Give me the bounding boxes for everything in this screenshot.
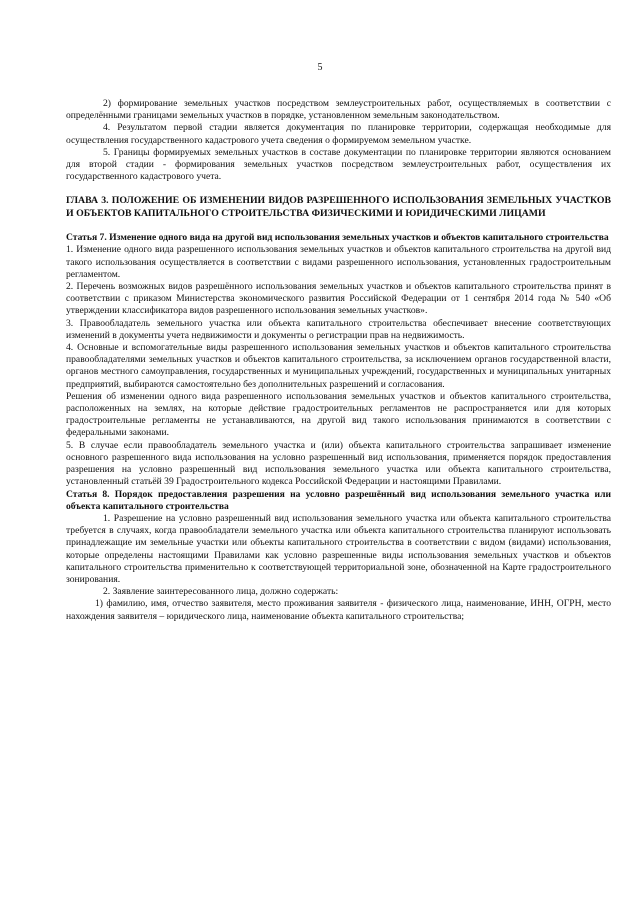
article-7-item-4-decisions: Решения об изменении одного вида разрешенного использования земельных участков и объектов капитального строительства, расположенных на землях, на которые действие градостроительных регламентов не распространяется или для которых градостроительные регламенты не устанавливаются, на другой вид такого использования принимаются в соответствии с федеральными законами. xyxy=(66,390,611,439)
article-8 xyxy=(66,489,611,623)
article-8-item-2-1: 1) фамилию, имя, отчество заявителя, место проживания заявителя - физического лица, наименование, ИНН, ОГРН, место нахождения заявителя – юридического лица, наименование объекта капитального строительства; xyxy=(66,598,611,622)
article-7-item-4: 4. Основные и вспомогательные виды разрешенного использования земельных участков и объектов капитального строительства правообладателями земельных участков и объектов капитального строительства, за исключением органов государственной власти, органов местного самоуправления, государственных и муниципальных учреждений, государственных и муниципальных унитарных предприятий, выбираются самостоятельно без дополнительных разрешений и согласования. xyxy=(66,342,611,390)
paragraph-boundaries: 5. Границы формируемых земельных участков в составе документации по планировке территории являются основанием для второй стадии - формирования земельных участков посредством землеустроительных работ, осуществления их государственного кадастрового учета. xyxy=(66,146,611,183)
article-7-item-3: 3. Правообладатель земельного участка или объекта капитального строительства обеспечивает внесение соответствующих изменений в документы учета недвижимости и документы о регистрации прав на недвижимость. xyxy=(66,317,611,341)
article-8-item-2: 2. Заявление заинтересованного лица, должно содержать: xyxy=(103,586,339,598)
page-number: 5 xyxy=(317,62,323,73)
paragraph-formation-works: 2) формирование земельных участков посредством землеустроительных работ, осуществляемых в соответствии с определёнными границами земельных участков в порядке, установленном земельным законодательством. xyxy=(66,98,611,122)
article-7-title: Статья 7. Изменение одного вида на другой вид использования земельных участков и объектов капитального строительства xyxy=(66,232,609,244)
article-7-item-1: 1. Изменение одного вида разрешенного использования земельных участков и объектов капитального строительства на другой вид такого использования осуществляется в соответствии с видами разрешенного использования, установленных градостроительным регламентом. xyxy=(66,244,611,280)
article-7-item-5: 5. В случае если правообладатель земельного участка и (или) объекта капитального строительства запрашивает изменение основного разрешенного вида использования на условно разрешенный вид использования, применяется порядок предоставления разрешения на условно разрешенный вид использования земельного участка или объекта капитального строительства, установленный статьёй 39 Градостроительного кодекса Российской Федерации и настоящими Правилами. xyxy=(66,439,611,488)
article-8-title: Статья 8. Порядок предоставления разрешения на условно разрешённый вид использования земельного участка или объекта капитального строительства xyxy=(66,488,611,512)
article-8-item-1: 1. Разрешение на условно разрешенный вид использования земельного участка или объекта капитального строительства требуется в случаях, когда правообладатели земельного участка или объекта капитального строительства планируют использовать принадлежащие им земельные участки или объекты капитального строительства в соответствии с видом (видами) использования, которые определены настоящими Правилами как условно разрешенные виды использования земельных участков и объектов капитального строительства применительно к соответствующей территориальной зоне, обозначенной на Карте градостроительного зонирования. xyxy=(66,512,611,585)
document-content xyxy=(66,98,611,623)
article-7 xyxy=(66,232,611,488)
chapter-title: ГЛАВА 3. ПОЛОЖЕНИЕ ОБ ИЗМЕНЕНИИ ВИДОВ РАЗРЕШЕННОГО ИСПОЛЬЗОВАНИЯ ЗЕМЕЛЬНЫХ УЧАСТКОВ И ОБЪЕКТОВ КАПИТАЛЬНОГО СТРОИТЕЛЬСТВА ФИЗИЧЕСКИМИ И ЮРИДИЧЕСКИМИ ЛИЦАМИ xyxy=(66,195,611,219)
article-7-item-2: 2. Перечень возможных видов разрешённого использования земельных участков и объектов капитального строительства принят в соответствии с приказом Министерства экономического развития Российской Федерации от 1 сентября 2014 года № 540 «Об утверждении классификатора видов разрешенного использования земельных участков». xyxy=(66,281,611,317)
paragraph-first-stage-result: 4. Результатом первой стадии является документация по планировке территории, содержащая необходимые для осуществления государственного кадастрового учета сведения о формируемом земельном участке. xyxy=(66,122,611,146)
